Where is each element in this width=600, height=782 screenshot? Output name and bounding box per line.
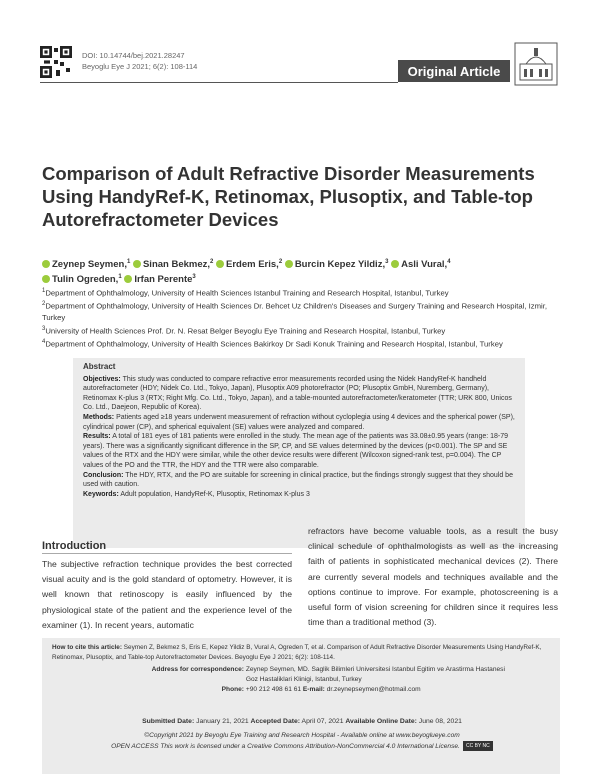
copyright-text: ©Copyright 2021 by Beyoglu Eye Training and Research Hospital - Available online at www.beyoglueye.com <box>144 732 460 739</box>
author-name: Sinan Bekmez, <box>142 259 211 271</box>
cc-license-icon: CC BY NC <box>463 741 493 751</box>
author-affil-number: 4 <box>447 259 451 265</box>
correspondence-line1: Zeynep Seymen, MD. Saglik Bilimleri Universitesi Istanbul Egitim ve Arastirma Hastanesi <box>245 666 505 673</box>
article-dates <box>52 718 552 725</box>
abstract-methods <box>83 413 519 432</box>
license-text: OPEN ACCESS This work is licensed under a Creative Commons Attribution-NonCommercial 4.0 International License. <box>111 742 460 750</box>
article-type-badge: Original Article <box>398 60 510 82</box>
author-name: Tulin Ogreden, <box>52 274 119 286</box>
orcid-icon <box>42 275 50 283</box>
methods-text: Patients aged ≥18 years underwent measurement of refraction without cycloplegia using 4 devices and the spherical power (SP), cylindrical power (CP), and spherical equivalent (SE) values were analyzed and compared. <box>83 413 515 431</box>
copyright-block <box>52 731 552 752</box>
affiliation-number: 4 <box>42 338 46 345</box>
doi-block <box>82 50 197 72</box>
header-rule <box>40 82 398 83</box>
affiliation-text: Department of Ophthalmology, University of Health Sciences Dr. Behcet Uz Children's Diseases and Surgery Training and Research Hospital, Izmir, Turkey <box>42 301 548 323</box>
keywords-text: Adult population, HandyRef-K, Plusoptix, Retinomax K-plus 3 <box>120 490 310 498</box>
email-label: E-mail: <box>302 686 325 693</box>
body-column-left: The subjective refraction technique provides the best corrected visual acuity and is the gold standard of optometry. However, it is well known that retinoscopy is easily influenced by the physiological state of the patient and the experience level of the examiner (1). In recent years, automatic <box>42 559 292 630</box>
abstract <box>83 362 519 499</box>
author-item[interactable] <box>216 259 282 270</box>
accepted-date: April 07, 2021 <box>301 718 344 725</box>
affiliation-text: Department of Ophthalmology, University of Health Sciences Bakirkoy Dr Sadi Konuk Training and Research Hospital, Istanbul, Turkey <box>45 339 503 349</box>
author-name: Irfan Perente <box>134 274 193 286</box>
journal-logo-icon <box>514 42 558 86</box>
author-affil-number: 2 <box>210 259 214 265</box>
objectives-text: This study was conducted to compare refractive error measurements recorded using the Nidek HandyRef-K handheld autorefractometer (HDY; Nidek Co. Ltd., Tokyo, Japan), Plusoptix A09 photorefractor (PO; Plusoptix GmbH, Nuremberg, Germany), Retinomax K-plus 3 (RTX; Right Mfg. Co. Ltd., Tokyo, Japan), and a table-mounted autorefractometer/keratometer (TTR; URK 800, Unicos Co. Ltd., Daejeon, Republic of Korea). <box>83 375 512 412</box>
conclusion-label: Conclusion: <box>83 471 124 479</box>
affiliation-number: 2 <box>42 301 46 308</box>
how-to-cite <box>52 643 552 663</box>
author-item[interactable] <box>391 259 450 270</box>
author-affil-number: 1 <box>126 259 131 265</box>
author-item[interactable] <box>133 259 213 270</box>
author-affil-number: 3 <box>385 259 389 265</box>
doi-text: DOI: 10.14744/bej.2021.28247 <box>82 51 185 60</box>
online-date: June 08, 2021 <box>418 718 462 725</box>
qr-code-icon <box>40 46 72 78</box>
introduction-rule <box>42 553 292 554</box>
correspondence-label: Address for correspondence: <box>151 666 244 673</box>
journal-citation: Beyoglu Eye J 2021; 6(2): 108-114 <box>82 62 198 71</box>
correspondence <box>52 665 552 695</box>
results-text: A total of 181 eyes of 181 patients were enrolled in the study. The mean age of the patients was 33.08±0.95 years (range: 18-79 years). There was a significantly significant difference in the SP, CP, and SE values determined by the devices (p<0.001). The SP and SE values of the RTX and the HDY were similar, while the other device results were different (Wilcoxon signed-rank test, p=0.004). The CP values of the PO and the TTR, the HDY and the TTR were also comparable. <box>83 433 509 469</box>
objectives-label: Objectives: <box>83 375 121 383</box>
article-title: Comparison of Adult Refractive Disorder Measurements Using HandyRef-K, Retinomax, Plusoptix, and Table-top Autorefractometer Devices <box>42 163 535 230</box>
orcid-icon <box>133 260 141 268</box>
abstract-results <box>83 432 519 470</box>
abstract-heading: Abstract <box>83 362 116 371</box>
affiliation-number: 3 <box>42 325 46 332</box>
submitted-label: Submitted Date: <box>142 718 195 725</box>
affiliation-text: University of Health Sciences Prof. Dr. N. Resat Belger Beyoglu Eye Training and Research Hospital, Istanbul, Turkey <box>45 326 446 336</box>
author-affil-number: 1 <box>118 274 122 281</box>
cite-label: How to cite this article: <box>52 644 122 651</box>
affiliation-item <box>42 337 562 350</box>
results-label: Results: <box>83 433 111 441</box>
affiliation-list <box>42 286 562 350</box>
author-item[interactable] <box>42 259 130 270</box>
affiliation-item <box>42 299 562 324</box>
author-item[interactable] <box>285 259 389 270</box>
author-name: Asli Vural, <box>401 259 448 271</box>
introduction-heading: Introduction <box>42 540 107 552</box>
abstract-keywords <box>83 490 519 500</box>
abstract-conclusion <box>83 471 519 490</box>
orcid-icon <box>391 260 399 268</box>
online-label: Available Online Date: <box>345 718 417 725</box>
email-link[interactable]: dr.zeynepseymen@hotmail.com <box>326 686 421 693</box>
conclusion-text: The HDY, RTX, and the PO are suitable for screening in clinical practice, but the findings strongly suggest that they should be used with caution. <box>83 471 513 489</box>
phone-label: Phone: <box>221 686 244 693</box>
author-affil-number: 2 <box>278 259 283 265</box>
keywords-label: Keywords: <box>83 490 119 498</box>
cite-text: Seymen Z, Bekmez S, Eris E, Kepez Yildiz B, Vural A, Ogreden T, et al. Comparison of Adult Refractive Disorder Measurements Using HandyRef-K, Retinomax, Plusoptix, and Table-top Autorefractometer Devices. Beyoglu Eye J 2021; 6(2): 108-114. <box>52 644 542 661</box>
affiliation-item <box>42 286 562 299</box>
affiliation-item <box>42 324 562 337</box>
correspondence-line2: Goz Hastaliklari Klinigi, Istanbul, Turkey <box>245 676 362 683</box>
affiliation-number: 1 <box>42 288 46 294</box>
author-item[interactable] <box>42 274 122 285</box>
author-name: Erdem Eris, <box>226 259 279 271</box>
affiliation-text: Department of Ophthalmology, University of Health Sciences Istanbul Training and Research Hospital, Istanbul, Turkey <box>45 288 449 298</box>
author-name: Burcin Kepez Yildiz, <box>294 259 386 271</box>
orcid-icon <box>124 275 132 283</box>
submitted-date: January 21, 2021 <box>196 718 249 725</box>
abstract-objectives <box>83 375 519 413</box>
author-item[interactable] <box>124 274 195 285</box>
accepted-label: Accepted Date: <box>250 718 301 725</box>
orcid-icon <box>216 260 224 268</box>
body-column-right: refractors have become valuable tools, as a result the busy clinical schedule of ophthalmologists as well as the increasing faith of patients in sophisticated mechanical devices (2). There are currently several models and techniques available and the options continue to improve. For example, photoscreening is a useful form of vision screening for children since it requires less time than a traditional method (3). <box>308 526 558 628</box>
orcid-icon <box>42 260 50 268</box>
author-name: Zeynep Seymen, <box>52 259 127 271</box>
orcid-icon <box>285 260 293 268</box>
methods-label: Methods: <box>83 413 115 421</box>
author-list <box>42 256 562 286</box>
author-affil-number: 3 <box>192 274 196 281</box>
phone-number: +90 212 498 61 61 <box>245 686 302 693</box>
